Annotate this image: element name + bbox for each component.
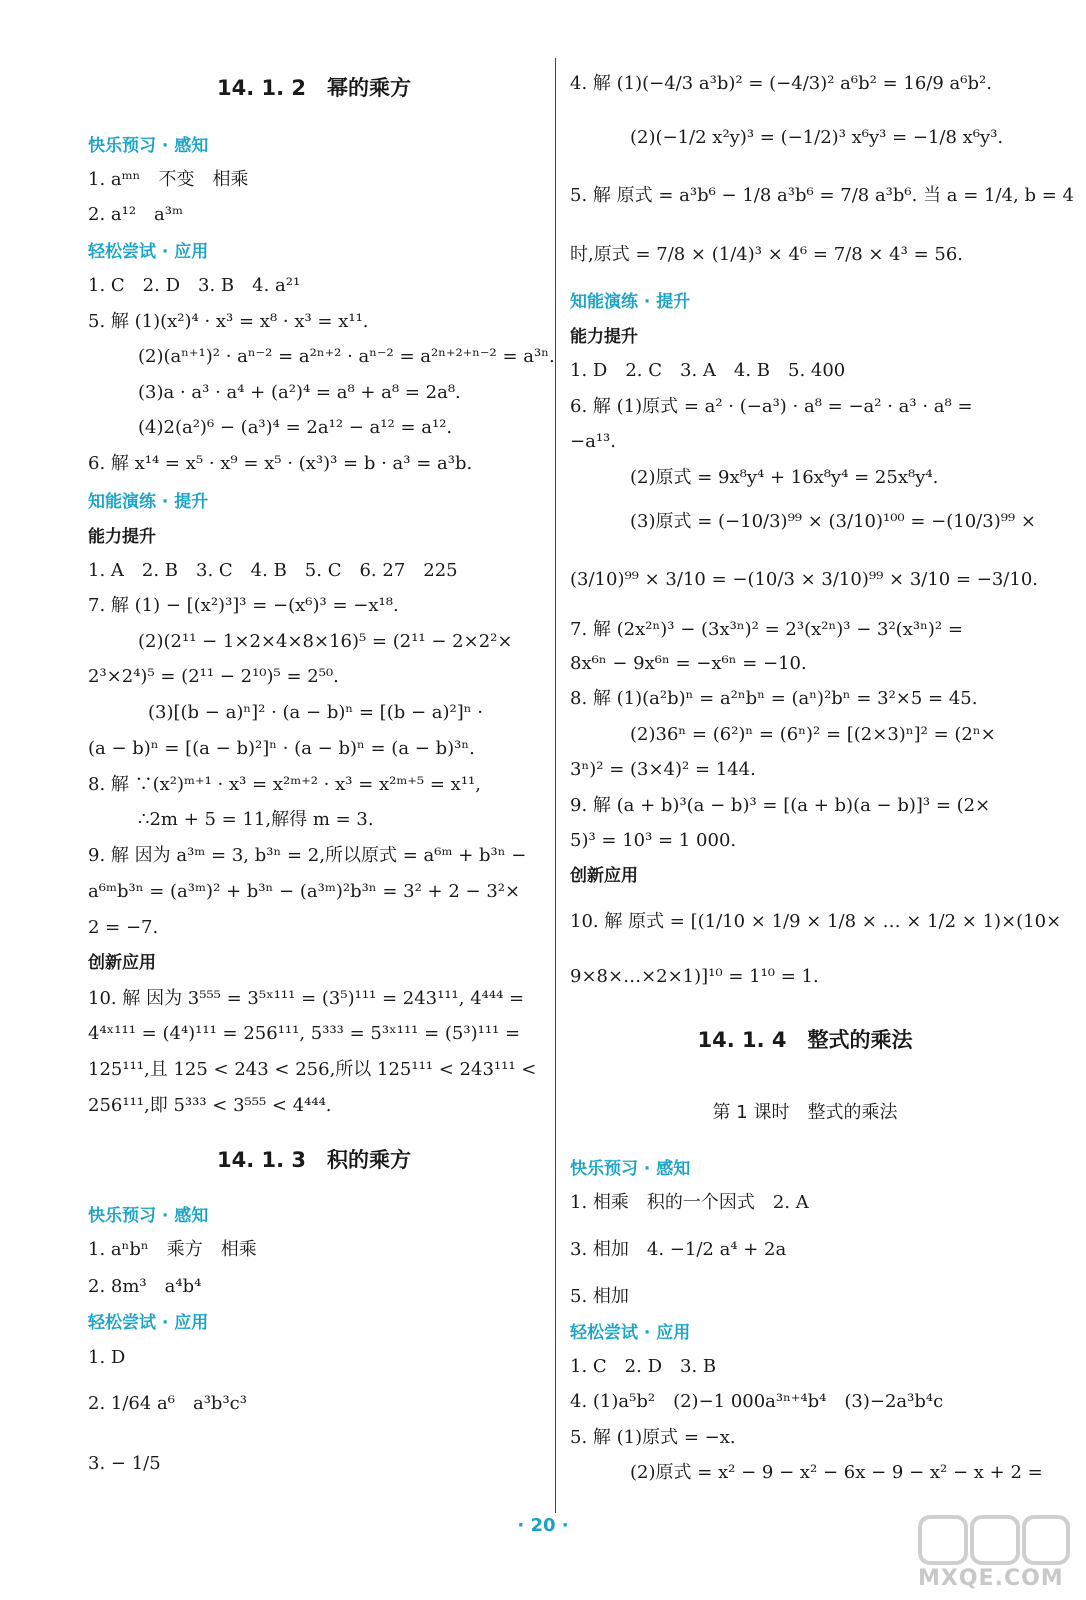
answer-line: 4⁴ˣ¹¹¹ = (4⁴)¹¹¹ = 256¹¹¹, 5³³³ = 5³ˣ¹¹¹ = (5³)¹¹¹ = [88,1023,521,1044]
page-number: · 20 · [517,1515,569,1536]
answer-line: ∴2m + 5 = 11,解得 m = 3. [138,809,374,830]
answer-line: 1. 相乘 积的一个因式 2. A [570,1192,809,1213]
answer-line: (3/10)⁹⁹ × 3/10 = −(10/3 × 3/10)⁹⁹ × 3/10 = −3/10. [570,569,1038,590]
answer-line: 9. 解 (a + b)³(a − b)³ = [(a + b)(a − b)]³ = (2× [570,795,991,816]
section-title: 14. 1. 2 幂的乘方 [216,76,412,100]
subsection-heading: 知能演练 · 提升 [88,492,209,512]
answer-line: 1. aᵐⁿ 不变 相乘 [88,169,249,190]
answer-line: (2)原式 = 9x⁸y⁴ + 16x⁸y⁴ = 25x⁸y⁴. [630,467,939,488]
answer-line: 2. 8m³ a⁴b⁴ [88,1276,202,1297]
subheading: 创新应用 [88,953,156,973]
answer-line: (2)(aⁿ⁺¹)² · aⁿ⁻² = a²ⁿ⁺² · aⁿ⁻² = a²ⁿ⁺²⁺ⁿ⁻² = a³ⁿ. [138,346,555,367]
answer-line: 5. 解 原式 = a³b⁶ − 1/8 a³b⁶ = 7/8 a³b⁶. 当 a = 1/4, b = 4 [570,185,1074,206]
section-title: 14. 1. 3 积的乘方 [216,1148,412,1172]
answer-line: 1. aⁿbⁿ 乘方 相乘 [88,1239,257,1260]
subsection-heading: 轻松尝试 · 应用 [88,242,209,262]
subsection-heading: 快乐预习 · 感知 [570,1159,691,1179]
answer-line: 7. 解 (1) − [(x²)³]³ = −(x⁶)³ = −x¹⁸. [88,595,399,616]
answer-line: 5. 解 (1)(x²)⁴ · x³ = x⁸ · x³ = x¹¹. [88,311,369,332]
answer-line: 时,原式 = 7/8 × (1/4)³ × 4⁶ = 7/8 × 4³ = 56. [570,244,964,265]
column-divider [555,58,556,1513]
answer-line: 7. 解 (2x²ⁿ)³ − (3x³ⁿ)² = 2³(x²ⁿ)³ − 3²(x³ⁿ)² = [570,619,963,640]
answer-line: 125¹¹¹,且 125 < 243 < 256,所以 125¹¹¹ < 243¹¹¹ < [88,1059,537,1080]
answer-line: (a − b)ⁿ = [(a − b)²]ⁿ · (a − b)ⁿ = (a − b)³ⁿ. [88,738,475,759]
answer-line: 2. 1/64 a⁶ a³b³c³ [88,1393,247,1414]
answer-line: 1. D [88,1347,126,1368]
answer-line: (2)(−1/2 x²y)³ = (−1/2)³ x⁶y³ = −1/8 x⁶y³. [630,127,1004,148]
answer-line: (4)2(a²)⁶ − (a³)⁴ = 2a¹² − a¹² = a¹². [138,417,453,438]
answer-line: 5. 相加 [570,1286,629,1307]
answer-line: 256¹¹¹,即 5³³³ < 3⁵⁵⁵ < 4⁴⁴⁴. [88,1095,332,1116]
answer-line: (2)36ⁿ = (6²)ⁿ = (6ⁿ)² = [(2×3)ⁿ]² = (2ⁿ× [630,724,996,745]
answer-line: 3ⁿ)² = (3×4)² = 144. [570,759,756,780]
answer-line: −a¹³. [570,431,616,452]
section-title: 14. 1. 4 整式的乘法 [697,1028,913,1052]
answer-line: (3)[(b − a)ⁿ]² · (a − b)ⁿ = [(b − a)²]ⁿ · [148,702,483,723]
answer-line: 2 = −7. [88,917,159,938]
watermark-text: MXQE.COM [918,1566,1064,1591]
lesson-title: 第 1 课时 整式的乘法 [712,1102,898,1123]
subheading: 能力提升 [570,327,638,347]
subsection-heading: 轻松尝试 · 应用 [88,1313,209,1333]
answer-line: (3)a · a³ · a⁴ + (a²)⁴ = a⁸ + a⁸ = 2a⁸. [138,382,461,403]
answer-line: 6. 解 x¹⁴ = x⁵ · x⁹ = x⁵ · (x³)³ = b · a³ = a³b. [88,453,473,474]
subsection-heading: 快乐预习 · 感知 [88,1206,209,1226]
answer-line: 8x⁶ⁿ − 9x⁶ⁿ = −x⁶ⁿ = −10. [570,653,807,674]
subheading: 能力提升 [88,527,156,547]
answer-line: 8. 解 (1)(a²b)ⁿ = a²ⁿbⁿ = (aⁿ)²bⁿ = 3²×5 = 45. [570,688,978,709]
answer-line: 1. C 2. D 3. B [570,1356,717,1377]
answer-line: (2)(2¹¹ − 1×2×4×8×16)⁵ = (2¹¹ − 2×2²× [138,631,513,652]
answer-line: (2)原式 = x² − 9 − x² − 6x − 9 − x² − x + 2 = [630,1462,1043,1483]
answer-line: 3. − 1/5 [88,1453,161,1474]
answer-line: 3. 相加 4. −1/2 a⁴ + 2a [570,1239,787,1260]
answer-line: 2. a¹² a³ᵐ [88,204,184,225]
answer-line: 4. (1)a⁵b² (2)−1 000a³ⁿ⁺⁴b⁴ (3)−2a³b⁴c [570,1391,944,1412]
answer-line: 1. A 2. B 3. C 4. B 5. C 6. 27 225 [88,560,458,581]
answer-line: a⁶ᵐb³ⁿ = (a³ᵐ)² + b³ⁿ − (a³ᵐ)²b³ⁿ = 3² + 2 − 3²× [88,881,521,902]
answer-line: 5. 解 (1)原式 = −x. [570,1427,736,1448]
subsection-heading: 快乐预习 · 感知 [88,136,209,156]
answer-line: 9. 解 因为 a³ᵐ = 3, b³ⁿ = 2,所以原式 = a⁶ᵐ + b³ⁿ − [88,845,527,866]
answer-line: 1. D 2. C 3. A 4. B 5. 400 [570,360,846,381]
answer-line: 9×8×…×2×1)]¹⁰ = 1¹⁰ = 1. [570,966,819,987]
answer-line: 10. 解 原式 = [(1/10 × 1/9 × 1/8 × … × 1/2 × 1)×(10× [570,911,1062,932]
answer-line: 5)³ = 10³ = 1 000. [570,830,737,851]
answer-line: 1. C 2. D 3. B 4. a²¹ [88,275,301,296]
answer-line: 2³×2⁴)⁵ = (2¹¹ − 2¹⁰)⁵ = 2⁵⁰. [88,666,339,687]
answer-line: (3)原式 = (−10/3)⁹⁹ × (3/10)¹⁰⁰ = −(10/3)⁹⁹ × [630,511,1036,532]
subsection-heading: 轻松尝试 · 应用 [570,1323,691,1343]
subheading: 创新应用 [570,866,638,886]
answer-line: 6. 解 (1)原式 = a² · (−a³) · a⁸ = −a² · a³ · a⁸ = [570,396,973,417]
answer-line: 4. 解 (1)(−4/3 a³b)² = (−4/3)² a⁶b² = 16/9 a⁶b². [570,73,992,94]
answer-line: 8. 解 ∵(x²)ᵐ⁺¹ · x³ = x²ᵐ⁺² · x³ = x²ᵐ⁺⁵ = x¹¹, [88,774,481,795]
subsection-heading: 知能演练 · 提升 [570,292,691,312]
answer-line: 10. 解 因为 3⁵⁵⁵ = 3⁵ˣ¹¹¹ = (3⁵)¹¹¹ = 243¹¹¹, 4⁴⁴⁴ = [88,988,525,1009]
